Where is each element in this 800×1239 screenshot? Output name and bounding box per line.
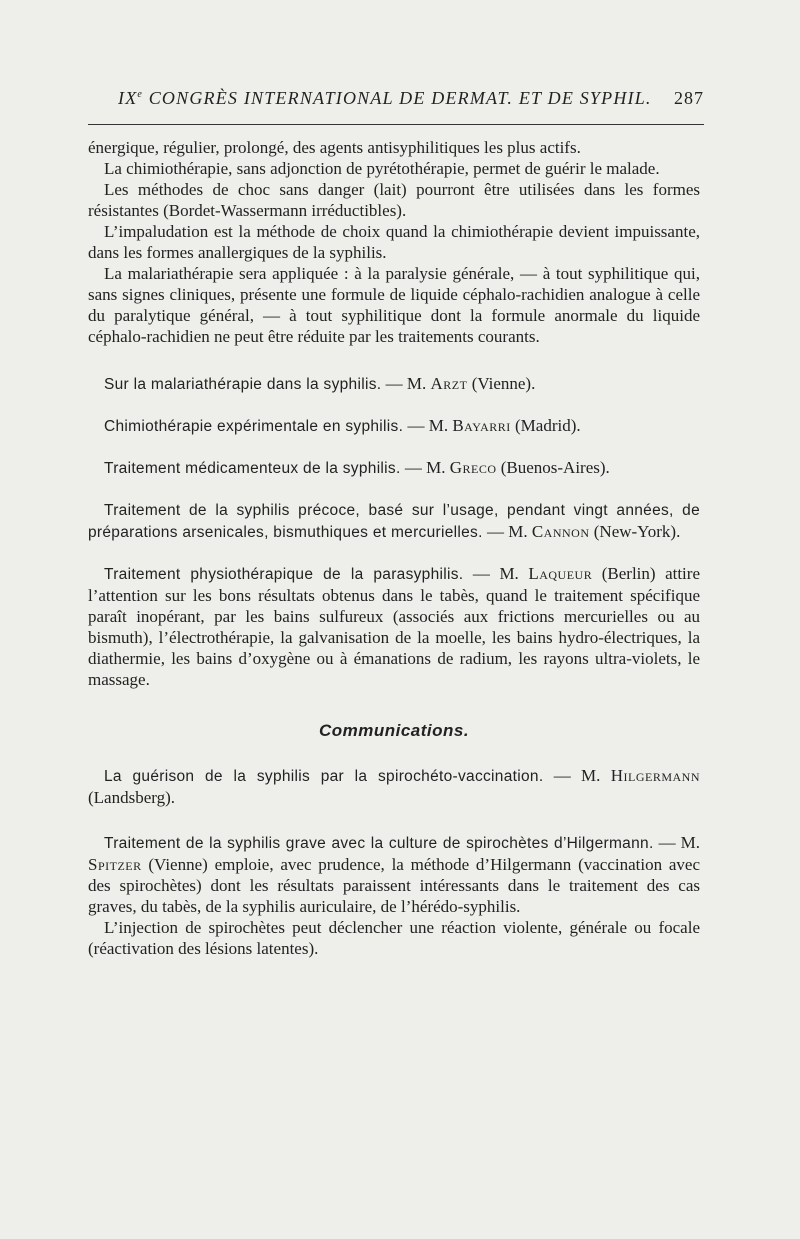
paragraph: énergique, régulier, prolongé, des agents antisyphilitiques les plus actifs.	[88, 138, 581, 157]
item-rest: (Landsberg).	[88, 788, 176, 807]
item-rest: (Buenos-Aires).	[496, 458, 610, 477]
item-author: Hilgermann	[610, 766, 700, 785]
item-author: Greco	[449, 458, 497, 477]
item-rest: (New-York).	[589, 522, 681, 541]
report-item	[88, 415, 700, 437]
item-title: Traitement médicamenteux de la syphilis.	[104, 460, 401, 477]
item-title: La guérison de la syphilis par la spirochéto-vaccination.	[104, 768, 544, 785]
item-title: Traitement de la syphilis grave avec la culture de spirochètes d’Hilgermann.	[104, 835, 654, 852]
item-rest: (Madrid).	[510, 416, 581, 435]
header-rule	[88, 124, 704, 125]
report-item	[88, 373, 700, 395]
section-title: Communications.	[318, 721, 470, 740]
ordinal-suffix: e	[137, 89, 144, 100]
item-author: Bayarri	[452, 416, 511, 435]
report-item	[88, 499, 700, 543]
item-title: Traitement de la syphilis précoce, basé sur l’usage, pendant vingt années, de préparations arsenicales, bismuthiques et mercurielles.	[88, 502, 700, 541]
page-number: 287	[674, 88, 704, 108]
item-separator: — M.	[403, 416, 453, 435]
item-title: Chimiothérapie expérimentale en syphilis.	[104, 418, 404, 435]
report-item	[88, 457, 700, 479]
item-separator: — M.	[381, 374, 431, 393]
item-rest: (Vienne) emploie, avec prudence, la méthode d’Hilgermann (vaccination avec des spirochètes) dont les résultats paraissent intéressants dans le traitement des cas graves, du tabès, de la syphilis auriculaire, de l’hérédo-syphilis.	[88, 855, 700, 916]
communication-item	[88, 765, 700, 808]
communication-item	[88, 832, 700, 917]
item-author: Cannon	[531, 522, 590, 541]
item-separator: — M.	[482, 522, 532, 541]
item-separator: — M.	[653, 833, 700, 852]
running-title	[118, 88, 652, 109]
item-rest: (Vienne).	[467, 374, 536, 393]
paragraph: La malariathérapie sera appliquée : à la paralysie générale, — à tout syphilitique qui, sans signes cliniques, présente une formule de liquide céphalo-rachidien analogue à celle du paralytique général, — à tout syphilitique dont la formule anormale du liquide céphalo-rachidien ne peut être réduite par les traitements courants.	[88, 264, 700, 346]
running-header	[88, 88, 704, 116]
paragraph: La chimiothérapie, sans adjonction de pyrétothérapie, permet de guérir le malade.	[104, 159, 660, 178]
item-title: Traitement physiothérapique de la parasyphilis.	[104, 566, 464, 583]
paragraph: L’injection de spirochètes peut déclencher une réaction violente, générale ou focale (réactivation des lésions latentes).	[88, 918, 700, 958]
running-title-text: CONGRÈS INTERNATIONAL DE DERMAT. ET DE SYPHIL.	[143, 88, 652, 108]
item-title: Sur la malariathérapie dans la syphilis.	[104, 376, 382, 393]
item-author: Laqueur	[528, 564, 593, 583]
roman-numeral: IX	[118, 88, 138, 108]
item-author: Arzt	[430, 374, 468, 393]
item-separator: — M.	[400, 458, 450, 477]
body-text	[88, 137, 700, 959]
item-rest: (Berlin) attire l’attention sur les bons résultats obtenus dans le tabès, quand le traitement spécifique paraît inopérant, par les bains sulfureux (associés aux frictions mercurielles ou au bismuth), l’électrothérapie, la galvanisation de la moelle, les bains hydro-électriques, la diathermie, les bains d’oxygène ou à émanations de radium, les rayons ultra-violets, le massage.	[88, 564, 700, 689]
item-author: Spitzer	[88, 855, 142, 874]
paragraph: L’impaludation est la méthode de choix quand la chimiothérapie devient impuissante, dans les formes anallergiques de la syphilis.	[88, 222, 700, 262]
item-separator: — M.	[463, 564, 529, 583]
item-separator: — M.	[543, 766, 611, 785]
report-item	[88, 563, 700, 690]
paragraph: Les méthodes de choc sans danger (lait) pourront être utilisées dans les formes résistantes (Bordet-Wassermann irréductibles).	[88, 180, 700, 220]
